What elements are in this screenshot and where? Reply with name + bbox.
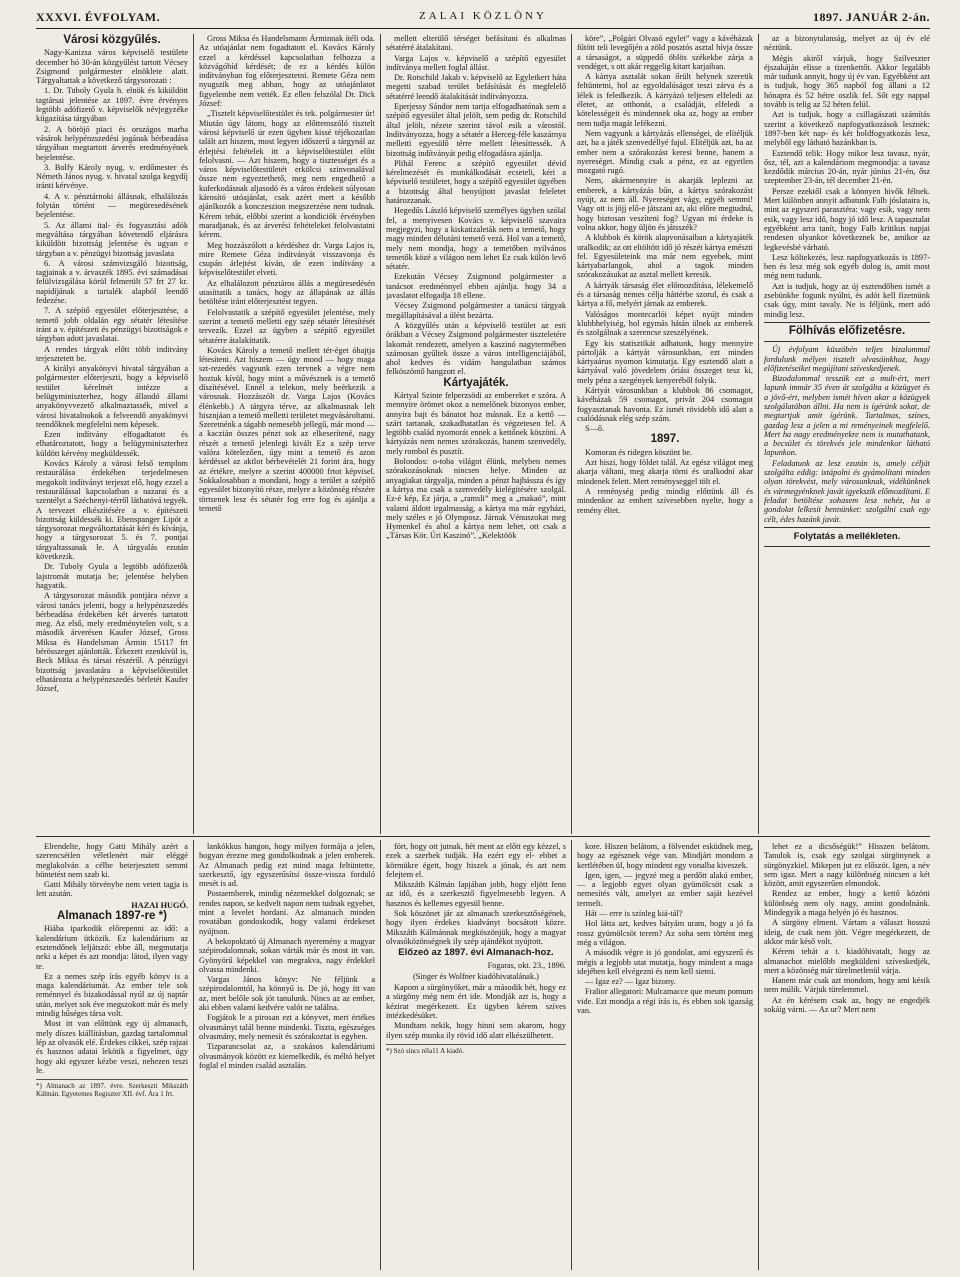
column-3 — [386, 34, 566, 832]
paragraph: Nagy-Kanizsa város képviselő testülete december hó 30-án közgyűlést tartott Vécsey Zsigmond polgármester elnöklete alatt. Tárgyaltattak a következő tárgysorozati : — [36, 48, 188, 86]
paragraph: A kártyák társaság élet előmozdítása, lélekemelő és a társaság nemes célja háttérbe szorul, és csak a kártya a fő, melyért járnak az emberek. — [577, 280, 753, 309]
paragraph: Igen, igen, — jegyzé meg a perdőtt alakú ember, — a legjobb egyet olyan gyümölcsöt csak a nemesítés vált, amelyet az ember saját kezével termelt. — [577, 870, 753, 908]
letter-title: Előzeó az 1897. évi Almanach-hoz. — [398, 947, 554, 959]
paragraph: lehet ez a dicsőségük!” Hisszen belátom. Tanulok is, csak egy szolgai sürgönynek a sürgönyzkiel. Mikepen jut ez előszót. Igen, a név sem igaz. Mert a nagy különbség nincsen a két között, amit egyszerűen elmondok. — [764, 842, 930, 889]
bottom-column-1 — [36, 842, 188, 1272]
paragraph: Vécsey Zsigmond polgármester a tanácsi tárgyak megállapításával a ülést bezárta. — [386, 301, 566, 320]
paragraph: Kérem tehát a t. kiadóhivatalt, hogy az almanachot mielőbb megküldeni szíveskedjék, mert a közönség már türelmetlenül várja. — [764, 947, 930, 975]
bottom-column-4 — [577, 842, 753, 1272]
paragraph: Azt hiszi, hogy földet talál. Az egész világot meg akarja váltani, meg akarja törni és uralkodni akar mindenek felett. Mert reményseggel tölt el. — [577, 458, 753, 486]
paragraph: Kapom a sürgönyöket, már a második hét, hogy ez a sürgöny még nem ért ide. Mondják azt is, hogy a kézirat megérkezett. Ez ügyben kérem szíves intézkedésüket. — [386, 983, 566, 1021]
paragraph: az a bizonytalanság, melyet az új év elé néztünk. — [764, 34, 930, 53]
page-header — [36, 8, 930, 29]
paragraph: Lesz költekezés, lesz napfogyatkozás is 1897-ben és lesz még sok egyéb dolog is, amit most még nem tudunk. — [764, 252, 930, 281]
paragraph: Ez a nemes szép írás egyéb könyv is a maga kalendáriumát. Az ember tele sok reménnyel és bizakodással nyúl az új naptár után, melyet sok éve megszokott már és mely mindig hűséges társa volt. — [36, 971, 188, 1019]
paragraph: Vargas János könyv: Ne féljünk a szépirodalomtól, ha könnyű is. De jó, hogy itt van az, mert belőle sok jót tanulunk. Nincs az az ember, aki ebben valami kedvére valót ne találna. — [199, 975, 375, 1013]
letter-subtitle: (Singer és Wolfner kiadóhivatalának.) — [413, 971, 539, 981]
section-title: Kártyajáték. — [443, 376, 509, 389]
paragraph: Kovács Károly a városi felső templom restaurálása érdekében terjedelmesen megokolt indítványt terjeszt elő, hogy ezzel a restaurálással kapcsolatban a nazarai és a szentélyt a Széchenyi-térről láthatóvá tegyék. A tervezet elkészítésére a v. építészeti bizottság küldessék ki. Ebenspanger Lipót a tárgysorozat megváltoztatását kéri és kívánja, hogy a tárgysorozat 5. és 7. pontjai tárgyaltassanak le. A tárgyalás ezután következik. — [36, 459, 188, 562]
paragraph: Meg hozzászólott a kérdéshez dr. Varga Lajos is, mire Remete Géza indítványát visszavonja és csupán árlejtést kíván, de ezen indítvány a képviselőtestület elveti. — [199, 240, 375, 278]
paragraph: Felolvastatik a szépítő egyesület jelentése, mely szerint a temető melletti egy szép sétatér létesítését tervezik. Ezzel az ügyben a szépítő egyesület sétatérre átalakíttatik. — [199, 307, 375, 345]
paragraph: Most itt van előttünk egy új almanach, mely díszes kiállításban, gazdag tartalommal lép az olvasók elé. Érdekes cikkei, szép rajzai és hasznos adatai lekötik a figyelmet, úgy hogy aki egyszer kézbe veszi, nehezen teszi le. — [36, 1019, 188, 1075]
paragraph: 5. Az állami ital- és fogyasztási adók megváltása tárgyában követendő eljárásra kiküldött bizottság jelentése és ugyan e tárgyban a v. pénzügyi bizottság javaslata — [36, 220, 188, 258]
bottom-column-5 — [764, 842, 930, 1272]
column-2 — [199, 34, 375, 832]
paragraph: „Tisztelt képviselőtestület és tek. polgármester úr! Miután úgy látom, hogy az előttemszóló tisztelt városi képviselő úr ezen ügyben kissé téjékozatlan talált azt hiszem, most legyen időszerű a tárgynál az érlejtési feltételek itt a képviselőtestület előtt felolvasni. — Azt hiszem, hogy a tisztességet és a város képviselőtestületét erkölcsi szinvonalával össze nem egyeztethető, meg nem engedhető a kuferkodásnak aljasodó és a város érdekeit súlyosan károsító utóajánlat, csak azért mert a később ajánlkozók a konczeszion megszerzése nem tudnak. Kérem tehát, előbbi szerint a kondiciók érvényben maradjanak, és az árverési feltételeket felolvastatni kérem. — [199, 109, 375, 240]
subscription-body — [764, 345, 930, 524]
column-5 — [764, 34, 930, 832]
section-title: 1897. — [650, 433, 680, 446]
paragraph: Valóságos montecarlói képet nyújt minden klubbhelyiség, hol egymás hátán ülnek az emberek és szolgálnak a szerencse szeszélyének. — [577, 309, 753, 338]
paragraph: Kártyát városunkban a klubbok 86 csomagot, kávéházak 59 csomagot, privát 204 csomagot fogyasztanak havonta. Ez ismét rövidebb idő alatt a csalódásnak elég szép szám. — [577, 385, 753, 423]
paragraph: A második végre is jó gondolat, ami egyszerű és mégis a legjobb utat mutatja, hogy mindent a maga idejében kell elvégezni és nem kell sietni. — [577, 948, 753, 976]
paragraph: lankókkus hangon, hogy milyen formája a jelen, hogyan érezne meg gondolkodnak a jelen emberek. Az Almanach pedig ezt mind maga feltüntette, szerkesztő, így egyszerűsítsi össze-vissza forduló mesét is ad. — [199, 842, 375, 889]
paragraph: Rendez az ember, hogy a kettő közötti különbség nem oly nagy, amint gondolnánk. Mindegyik a maga helyén jó és hasznos. — [764, 889, 930, 918]
paragraph: 7. A szépítő egyesület előterjesztése, a temető jobb oldalán egy sétatér létesítése iránt a v. építészeti és pénzügyi bizottságok e tárgyban adott javaslatai. — [36, 306, 188, 344]
paragraph: Varga Lajos v. képviselő a szépítő egyesület indítványa mellett foglal állást. — [386, 53, 566, 72]
paragraph: Nem, akármennyire is akarják leplezni az emberek, a kártyázás bűn, a kártya szórakozást nyújt, az nem áll. Nyereséget vágy, egyéb semmi! Vagy ott is jöjj elő-e játszani az, aki előre megtudná, hogy biztosan veszíteni fog? Ugyan mi érdeke is volna akkor, hogy üljön és játsszék? — [577, 176, 753, 232]
paragraph: Gross Miksa és Handelsmann Árminnak ítéli oda. Az utóajánlat nem fogadtatott el. Kovács Károly ezzel a kérdéssel kapcsolatban felhozza a közvágóhíd kérdését; de ez a kérdés külön indítványban fog előterjesztetni. Remete Géza nem nyugszik meg abban, hogy az utóajánlatot figyelembe nem vették. Ez ellen felszólal Dr. Dick József: — [199, 34, 375, 109]
article-body — [764, 34, 930, 319]
paragraph: Kovács Károly a temető mellett tér-éget óhajtja létesíteni. Azt hiszem — úgy mond — hogy maga szt-rezedés vagyunk ezen tervnek a végre nem hoztuk kívül, hogy mint a művésznek is a temető díszítésével. Ennél a telekon, mely beérkezik a városnak. Hozzászólt dr. Varga Lajos (Kovács élénkebb.) A tárgyra térve, az alkalmasnak lelt hisznjáan a temető melletti területet megvásároltatni. Szeretnénk a tágabb nemesebb jellegű, már mond — a kaczián összes pénzt sok az elkeserítené, nagy részét a temető jelenlegi kivált Ez a szép terve valóra kötelezően, úgy mint a temető és azon kérdéssel az aktlot bérbevételét 21 forint ára, hogy az értékre, melyre a szerint 400000 frtot képvisel. Sokkalosabban a mondani, hogy a terület a szépítő egyesület bizonyító része, melyre a közönség részére törtsenek lesz és sétatér fog erre fog és ajánlja a temető — [199, 345, 375, 513]
paragraph: A királyi anyakönyvi hivatal tárgyában a polgármester előterjeszti, hogy a képviselő testület kérelmét intézze a belügyminiszterhez, hogy állandó állami anyakönyvvezető alkalmaztassék, mivel a városi hivatalnokok a felveendő anyakönyvi teendőknek megfelelni nem képesek. — [36, 364, 188, 429]
article-body — [386, 983, 566, 1040]
issue-date: 1897. JANUÁR 2-án. — [813, 10, 930, 24]
paragraph: Hanem már csak azt mondom, hogy ami késik nem múlik. Várjuk türelemmel. — [764, 976, 930, 995]
volume-label: XXXVI. ÉVFOLYAM. — [36, 10, 161, 24]
newspaper-title: ZALAI KÖZLÖNY — [419, 10, 547, 22]
paragraph: Sok köszönet jár az almanach szerkesztőségének, hogy ilyen érdekes kiadványt bocsátott közre. Mikszáth Kálmánnak megköszönjük, hogy a magyar olvasóközönségnek ily szép ajándékot nyújtott. — [386, 909, 566, 946]
paragraph: Fogjátok le a pirosan ezt a könyvet, mert értékes olvasmányt talál benne mindenki. Tiszta, egészséges olvasmány, mely nemesít és szórakoztat is egyben. — [199, 1013, 375, 1041]
paragraph: Híába iparkodik előrepenni az idő: a kalendárium ütközik. Ez kalendárium az esztendőnek leljátszó: ebbe áll, megmutatja neki a képet és azt mondja: látod, ilyen vagy te. — [36, 924, 188, 971]
paragraph: Postaemberek, mindig nézemekkel dolgoznak; se rendes napon, se kedvelt napon nem tudnak egyebet, mint a levelet hordani. Az almanach minden rovatában gondoskodik, hogy valami érdekeset nyújtson. — [199, 889, 375, 936]
article-body — [199, 842, 375, 1070]
almanach-title: Almanach 1897-re *) — [57, 910, 167, 923]
paragraph: Hát — erre is színleg kiá-tál? — [585, 909, 683, 919]
paragraph: A reménység pedig mindig előttünk áll és mindenkor az embert szívesebben nyelte, hogy a remény éltet. — [577, 486, 753, 515]
article-body — [577, 448, 753, 515]
paragraph: Tizparancsolat az, a szokásos kalendáriumi olvasmányok között ez kiemelkedik, és méltó helyet foglal el minden család asztalán. — [199, 1042, 375, 1070]
paragraph: Esztendő telik: Hogy mikor lesz tavasz, nyár, ősz, tél, azt a kalendáriom megmondja: a tavasz kezdődik március 20-án, nyár június 21-én, ősz szeptember 23-án, tél december 21-én. — [764, 148, 930, 186]
paragraph: Elrendelte, hogy Gatti Mihály azért a szerencsétlen véletlenért már eléggé meglakolván a célbe beterjesztett semmi büntetést nem szab ki. — [36, 842, 188, 879]
article-body — [764, 842, 930, 1014]
bottom-column-3 — [386, 842, 566, 1272]
paragraph: fórt, hogy ott jutnak, hét ment az előtt egy kézzel, s ezek a szerbek tudják. Ha ezért egy el- ebbet a körmükre égett, hogy hiszek a jónak, és azt nem felejtem el. — [386, 842, 566, 879]
paragraph: Az én kérésem csak az, hogy ne engedjék sokáig várni. — Az ur? Mert nem — [764, 995, 930, 1015]
paragraph: Hol látta azt, kedves bátyám uram, hogy a jó fa rossz gyümölcsöt terem? Az soha sem történt meg még a világon. — [577, 919, 753, 947]
article-body — [36, 48, 188, 693]
paragraph: A közgyűlés után a képviselő testület az esti órákban a Vécsey Zsigmond polgármester tiszteletére lakomát rendezett, amelyen a kaszinó nagytermében számosan gyűltek össze a város intelligenciájából, ahol kedves és vidám hangulatban számos felköszöntő hangzott el. — [386, 320, 566, 377]
article-body — [36, 842, 188, 899]
paragraph: Komoran és ridegen köszönt be. — [585, 447, 693, 457]
paragraph: Bizodalommal tesszük ezt a mult-ért, mert lapunk immár 35 éven át szolgálta a közügyet és a jövő-ért, melyben ismét híven akar a közügyek szolgálatában állni. Ha nem is ígérünk sokat, de megtartjuk amit ígérünk. Tartalmas, színes, gazdag lesz a jelen a mi reményeinek megfelelő. Mert ha nagy eredményekre nem is mutathatunk, a becsület és törekvés jele mindenkor látható lapunkon. — [764, 374, 930, 458]
paragraph: A tárgysorozat második pontjára nézve a városi tanács jelenti, hogy a helypénzszedés bérbeadása érdekében két árverés tartatott meg. Az első, mely eredménytelen volt, s a második árverésen Kaufer József, Gross Miksa és Handelsman Ármin 15117 frt bérösszeget ajánlották. Érkezett ezenkívül is, Beck Miksa és társai részéről. A pénzügyi bizottság javaslatára a képviselőtestület elhatározta a helypénzszedés bérletét Kaufer József, — [36, 591, 188, 694]
paragraph: A sürgöny elment. Vártam a választ hosszú ideig, de csak nem jött. Végre megérkezett, de akkor már késő volt. — [764, 918, 930, 946]
footnote: *) Szó sincs réla11 A kiadó. — [386, 1044, 566, 1055]
column-1 — [36, 34, 188, 832]
paragraph: S—ő. — [585, 424, 605, 434]
paragraph: 1. Dr. Tuboly Gyula h. elnök és kiküldött tagtársai jelentése az 1897. évre érvényes legtöbb adófizető v. képviselők névjegyzéke kiigazítása tárgyában — [36, 86, 188, 124]
paragraph: Új évfolyam küszöbén teljes bizalommal fordulunk mélyen tisztelt olvasóinkhoz, hogy előfizetéseiket megújítani szíveskedjenek. — [764, 345, 930, 373]
article-body — [36, 924, 188, 1075]
paragraph: Fralior allegatori: Mulcamacce que meum pomum vide. Ezt mondja a régi írás is, és ebben sok igazság van. — [577, 987, 753, 1016]
paragraph: A kártya asztalát sokan őrült helynek szeretik feltüntetni, hol az egyoldalúságot teszi zárva és a lélek is feledkezik. A kártyázó teljesen elfeledi az életet, az otthonát, a családját, elfeledi a kötelességeit és mindennek oka az, hogy az ember nem tudja magát lefékezni. — [577, 72, 753, 128]
paragraph: Hegedűs László képviselő személyes ügyben szólal fel, a menyivesen Kovács v. képviselő szavaira megjegyzi, hogy a kiskatizaleták nem a temető, hogy magy minden délutáni temető vezá. Hol van a temető, mely nem mondja, hogy a temetőben nyilvános temetők közé a világon nem lehet Ez csak külön levő sétatér. — [386, 206, 566, 272]
paragraph: A klubbok és körök alapvonásaiban a kártyajáték uralkodik; az ott eltöltött idő jó részét kártya emészti fel. Egyesületeink ma már nem egyebek, mint kártyabarlangok, ahol a tagok minden szórakozásukat az asztal mellett keresik. — [577, 233, 753, 280]
article-body — [386, 842, 566, 946]
paragraph: A bekopoktató új Almanach nyeremény a magyar szépirodalomnak, sokan várták már és most itt van. Gyönyörű képekkel van megrakva, nagy érdekkel olvassa mindenki. — [199, 936, 375, 974]
paragraph: 2. A böröjó piaci és országos marha vásárok helypénzszedési jogának bérbeadása tárgyában megtartott árverés eredményének bejelentése. — [36, 124, 188, 162]
article-body — [386, 34, 566, 377]
paragraph: Feladatunk az lesz ezután is, amely célját szolgálta eddig: istápolni és gyámolítani minden olyan törekvést, mely városunknak, vidékünknek és vármegyénknek javát igyekszik előmozdítani. E feladat betöltése sohasem lesz nehéz, ha a gondolat lelkesít bennünket: szolgálni csak egy célt, édes hazánk javát. — [764, 458, 930, 524]
paragraph: Plihál Ferenc a szépítő egyesület dévid kérelmezését és munkálkodását ecseteli, kéri a képviselő testületet, hogy a szépítő egyesület ügyében a bizottság által benyújtott javaslat feleletet határozzanak. — [386, 158, 566, 206]
paragraph: Nem vagyunk a kártyázás ellenségei, de elítéljük azt, ha a játék szenvedéllyé fajul. Elítéljük azt, ha az ember nem a szórakozást keresi benne, hanem a nyereséget. Mindig csak a pénz, ez az egyetlen mozgató rugó. — [577, 128, 753, 176]
paragraph: Egy kis statisztikát adhatunk, hogy mennyire pártolják a kártyát városunkban, ezt minden kártyaárus nyomon kimutatja. Egy esztendő alatt a kártyával való jövedelem óriási összeget tesz ki, mely pénz a szegények kenyeréből folyik. — [577, 338, 753, 385]
paragraph: Dr. Rotschild Jakab v. képviselő az Egyletkert háta megetti szabad terület befásítását és megfelelő sétatérré leendő átalakítását indítványozza. — [386, 73, 566, 101]
paragraph: Mondtam nekik, hogy hinni sem akarom, hogy ilyen szép munka ily rövid idő alatt elkészülhetett. — [386, 1021, 566, 1040]
subscription-title: Fölhívás előfizetésre. — [788, 324, 906, 337]
paragraph: Gatti Mihály törvénybe nem vetett tagja is lett azután. — [36, 880, 188, 899]
paragraph: — Igaz ez? — Igaz bizony. — [585, 977, 676, 987]
paragraph: Eperjessy Sándor nem tartja elfogadhatónak sem a szépítő egyesület által jelölt, sem pedig dr. Rotschild által jelölt, nézete szerint távol esik a várostól. Indítványozza, hogy a sétatér a Herceg-féle kaszárnya melletti egyesülő térre mellett létesíttessék. A bizottság indítványát pedig elfogadásra ajánlja. — [386, 102, 566, 158]
paragraph: Az elhalálozott pénztáros állás a megüresedésén utasíttatik a tanács, hogy az állapának az állás betöltése iránt előterjesztést tegyen. — [199, 278, 375, 307]
continuation-note: Folytatás a mellékleten. — [793, 530, 901, 542]
paragraph: Azt is tudjuk, hogy az új esztendőben ismét a zsebünkbe fogunk nyúlni, és adót kell fizetnünk csak úgy, mint tavaly. Ne is féljünk, mert adó mindig lesz. — [764, 281, 930, 319]
paragraph: mellett elterülő térséget befásítani és alkalmas sétatérré átalakítani. — [386, 34, 566, 53]
paragraph: 6. A városi számvizsgáló bizottság, tagjainak a v. árvaszék 1895. évi számadásai felülvizsgálása körül felmerült 57 frt 27 kr. napidíjának a tartalék alapból leendő fedezése. — [36, 258, 188, 306]
bottom-column-2 — [199, 842, 375, 1272]
paragraph: A rendes tárgyak előtt több inditvány terjesztetett be. — [36, 344, 188, 363]
paragraph: Mégis akiről várjuk, hogy Szilveszter éjszakáján elisse a tizenkettőt. Akkor legalább már tudunk annyit, hogy új év van. Egyébként azt is tudjuk, hogy 365 napból fog állani a 12 hónapra és 52 hétre oszlik fel. Sőt egy nappal tovább is telig az 52 héten felül. — [764, 53, 930, 110]
paragraph: Persze ezektől csak a könnyen hivők félnek. Mert különben annyit adbatunk Falb jóslataira is, mint az egyszeri parasztéra: vagy esik, vagy nem esik, vagy lesz idő, hogy jó idő lesz. A tapasztalat egyébként arra tanít, hogy Falb kritikus napjai rendesen olyankor következnek be, amikor az legkevésbé várható. — [764, 186, 930, 252]
paragraph: Dr. Tuboly Gyula a legtöbb adófizetők lajstromát mutatja be; jelentése helyben hagyatik. — [36, 562, 188, 590]
paragraph: Mikszáth Kálmán lapjában jobb, hogy eljött fenn az idő, és a szerkesztő figyelmesebb legyen. A hasznos és kellemes egyesül benne. — [386, 880, 566, 908]
article-body — [577, 842, 753, 1015]
paragraph: Bolondos: o-toba világot élünk, melyben nemes szórakozásoknak nincsen helye. Minden az anyagiakat tárgyalja, minden a pénzt hajhássza és így a kártya ma csak a szenvedély kielégítésére szolgál. Ez-é kép, Ez járja, a „ramsli” meg a „makaó”, mint valami áldott irgalmasság, a kártya ma már egyházi, mely széles e jó Olymposz. Járnak Vénuszokat meg Hymenkel és ahol a kártya nem lehet, ott csak a „Társas Kör. Úri Kaszinó”, „Kelektöök — [386, 457, 566, 541]
paragraph: Azt is tudjuk, hogy a csillagászati számítás szerint a következő napfogyatkozások lesznek: 1897-ben két nap- és két holdfogyatkozás lesz, melyből egy látható hazánkban is. — [764, 110, 930, 148]
paragraph: 3. Bolfy Károly nyug. v. erdőmester és Németh János nyug. v. hivatal szolga kegydíj iránti kérvénye. — [36, 162, 188, 191]
article-body — [386, 391, 566, 541]
letter-date: Fogaras, okt. 23., 1896. — [487, 960, 566, 970]
author-signature: HAZAI HUGÓ. — [131, 900, 188, 910]
article-body — [199, 34, 375, 513]
paragraph: Kártyal Szinte felperzsödi az embereket e szóra. A mennyire örömet okoz a nemelőnek bizonyos ember, annyira bajt és bánatot hoz másnak. Ez a kettő — szárt tartanak, szakadhatatlan és végzetesen fel. A legtöbb család nyomorát ennek a kettőnek köszöni. A kártyázás nem nemes szórakozás, hanem szenvedély, mely rombol és pusztít. — [386, 390, 566, 456]
column-4 — [577, 34, 753, 832]
paragraph: köre”, „Polgári Olvasó egylet” vagy a kávéházak fűtött teli levegőjén a zöld posztós asztal hívja össze a társaságot, a süppedő öblös székekbe zárja a vendéget, s ott akár reggelig kitart karjaiban. — [577, 34, 753, 71]
paragraph: kore. Hiszen belátom, a fölvendet esküdnek meg, hogy az egésznek vége van. Mindjárt mondom a kertlétében ül, hogy mindent egy vonalba kiveszek. — [577, 842, 753, 870]
article-title: Városi közgyűlés. — [63, 34, 161, 46]
footnote: *) Almanach az 1897. évre. Szerkeszti Mikszáth Kálmán. Egyetemes Regiszter XII. évf. Ára 1 frt. — [36, 1079, 188, 1098]
article-body — [577, 34, 753, 433]
paragraph: 4. A v. pénztárnoki állásnak, elhalálozás folytán történt — megüresedésének bejelentése. — [36, 191, 188, 220]
paragraph: Ezen indítvány elfogadtatott és elhatároztatott, hogy a belügyminiszterhez küldött kérvény megküldessék. — [36, 430, 188, 458]
paragraph: Ezekután Vécsey Zsigmond polgármester a tanácsot eredménnyel ebben ajánlja. hogy 34 a javaslatot elfogadja 18 ellene. — [386, 272, 566, 301]
